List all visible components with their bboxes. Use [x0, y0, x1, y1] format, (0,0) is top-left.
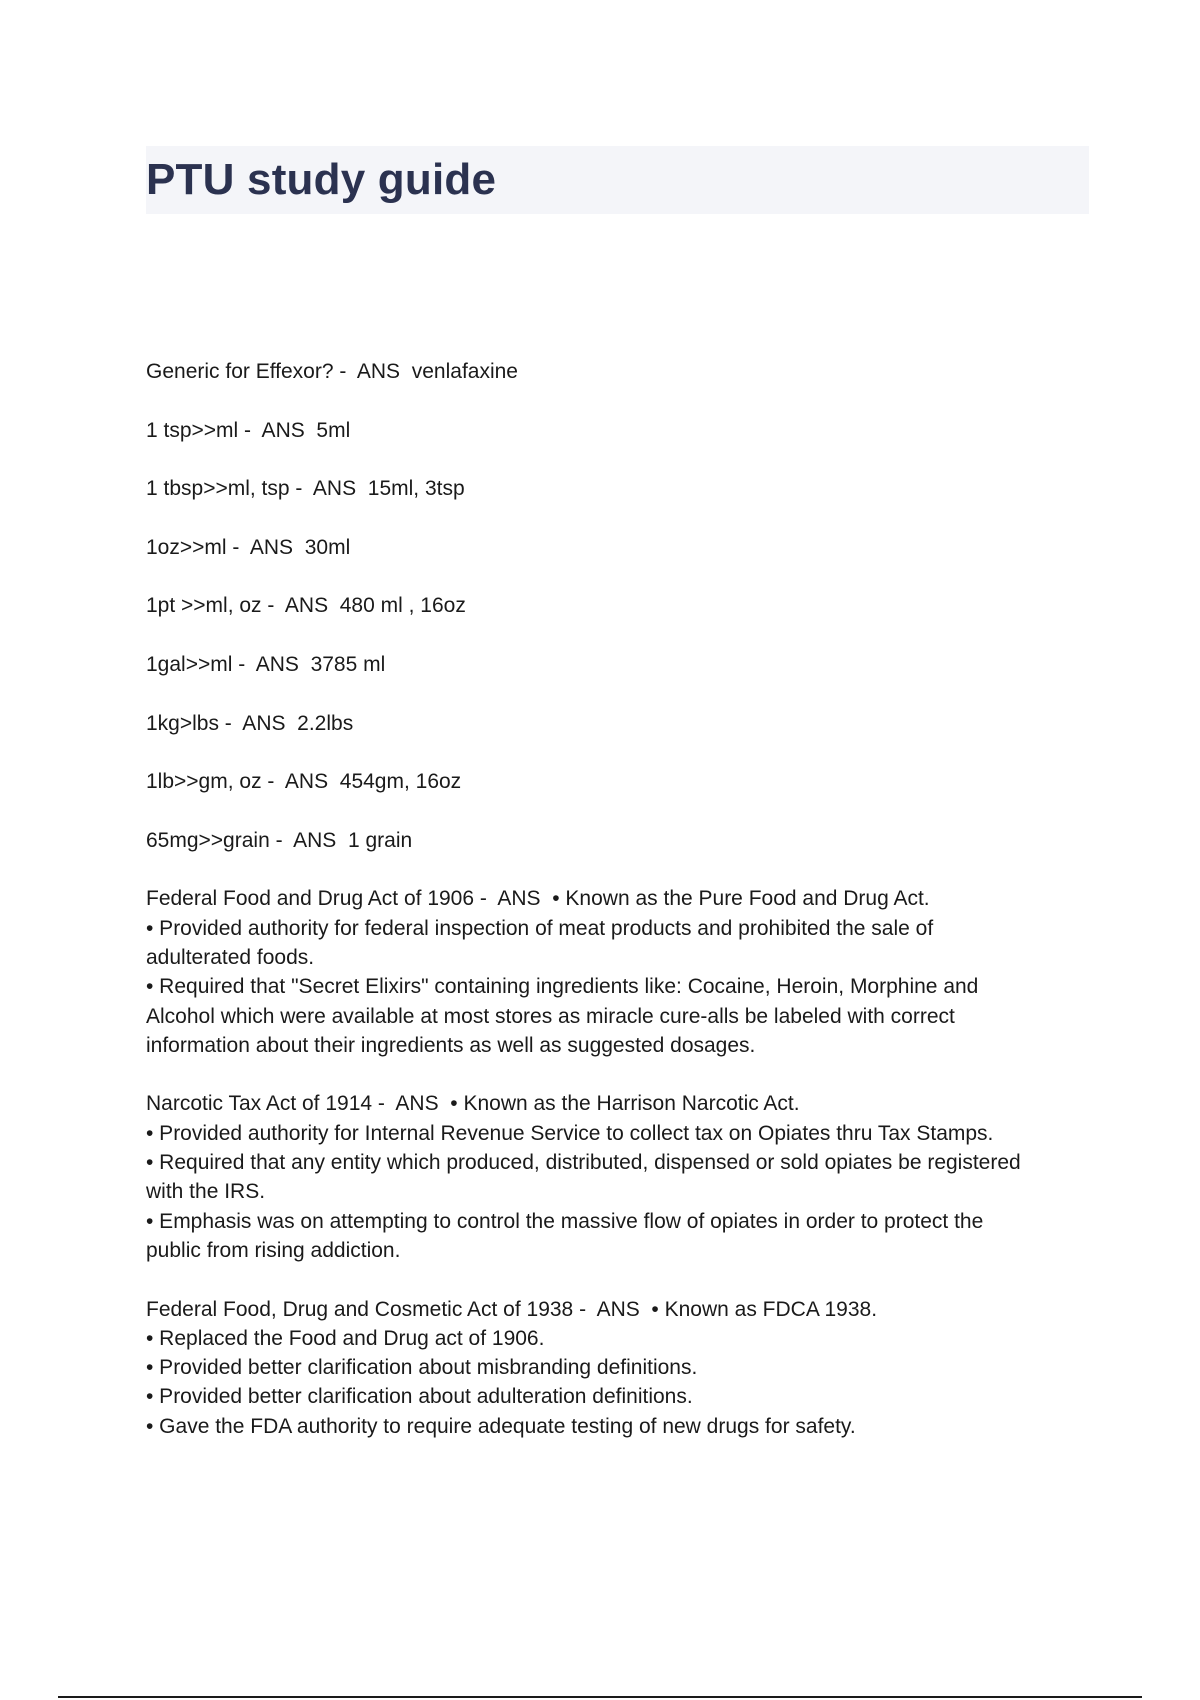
qa-first-line — [146, 357, 1096, 386]
answer-separator: - ANS — [238, 418, 317, 442]
qa-item — [146, 650, 1096, 679]
answer-separator: - ANS — [573, 1297, 652, 1321]
question-text: 1lb>>gm, oz — [146, 770, 262, 794]
answer-text: 15ml, 3tsp — [367, 477, 465, 501]
answer-line: • Gave the FDA authority to require adequate testing of new drugs for safety. — [146, 1414, 856, 1438]
answer-line: Alcohol which were available at most stores as miracle cure-alls be labeled with correct — [146, 1004, 955, 1028]
question-text: 1 tbsp>>ml, tsp — [146, 477, 290, 501]
answer-line: with the IRS. — [146, 1180, 266, 1204]
answer-text: • Known as the Pure Food and Drug Act. — [552, 887, 930, 911]
answer-line: • Replaced the Food and Drug act of 1906. — [146, 1326, 545, 1350]
qa-first-line — [146, 533, 1096, 562]
answer-separator: - ANS — [289, 477, 368, 501]
answer-text: 3785 ml — [310, 652, 386, 676]
answer-line: • Required that "Secret Elixirs" containing ingredients like: Cocaine, Heroin, Morphine and — [146, 975, 979, 999]
answer-line: • Provided authority for Internal Revenue Service to collect tax on Opiates thru Tax Stamps. — [146, 1121, 994, 1145]
answer-line: • Emphasis was on attempting to control the massive flow of opiates in order to protect the — [146, 1209, 984, 1233]
qa-item — [146, 533, 1096, 562]
answer-line: • Provided better clarification about adulteration definitions. — [146, 1385, 693, 1409]
answer-line: public from rising addiction. — [146, 1238, 401, 1262]
answer-separator: - ANS — [218, 711, 298, 735]
qa-item — [146, 474, 1096, 503]
answer-separator: - ANS — [269, 828, 348, 852]
answer-separator: - ANS — [474, 887, 553, 911]
answer-text: • Known as FDCA 1938. — [651, 1297, 878, 1321]
qa-first-line — [146, 591, 1096, 620]
page-title: PTU study guide — [146, 155, 497, 204]
qa-first-line — [146, 650, 1096, 679]
qa-item — [146, 416, 1096, 445]
question-text: 1pt >>ml, oz — [146, 594, 262, 618]
qa-item — [146, 591, 1096, 620]
question-text: 65mg>>grain — [146, 828, 270, 852]
question-text: Federal Food and Drug Act of 1906 — [146, 887, 475, 911]
answer-line: • Provided authority for federal inspection of meat products and prohibited the sale of — [146, 916, 934, 940]
question-text: 1gal>>ml — [146, 652, 233, 676]
answer-text: 454gm, 16oz — [339, 770, 462, 794]
qa-item — [146, 709, 1096, 738]
qa-first-line — [146, 884, 1096, 913]
qa-item — [146, 767, 1096, 796]
answer-separator: - ANS — [261, 594, 340, 618]
question-text: Narcotic Tax Act of 1914 — [146, 1092, 373, 1116]
answer-line: information about their ingredients as well as suggested dosages. — [146, 1033, 756, 1057]
qa-first-line — [146, 826, 1096, 855]
question-text: 1oz>>ml — [146, 535, 227, 559]
footer-divider — [58, 1696, 1142, 1698]
answer-separator: - ANS — [333, 360, 412, 383]
answer-text: 5ml — [316, 418, 351, 442]
question-text: Generic for Effexor? — [146, 360, 334, 383]
answer-text: 2.2lbs — [297, 711, 354, 735]
question-text: Federal Food, Drug and Cosmetic Act of 1938 — [146, 1297, 574, 1321]
answer-line: adulterated foods. — [146, 945, 315, 969]
qa-first-line — [146, 709, 1096, 738]
qa-first-line — [146, 416, 1096, 445]
qa-item — [146, 826, 1096, 855]
qa-first-line — [146, 1295, 1096, 1324]
answer-separator: - ANS — [372, 1092, 451, 1116]
answer-text: 1 grain — [347, 828, 413, 852]
answer-line: • Provided better clarification about misbranding definitions. — [146, 1356, 698, 1380]
answer-text: 30ml — [304, 535, 351, 559]
qa-item — [146, 357, 1096, 386]
qa-item — [146, 1089, 1096, 1265]
qa-list — [146, 357, 1096, 1470]
qa-first-line — [146, 1089, 1096, 1118]
answer-text: venlafaxine — [411, 360, 518, 383]
qa-first-line — [146, 474, 1096, 503]
answer-separator: - ANS — [261, 770, 340, 794]
answer-text: • Known as the Harrison Narcotic Act. — [450, 1092, 800, 1116]
answer-separator: - ANS — [232, 652, 311, 676]
qa-item — [146, 1295, 1096, 1441]
answer-separator: - ANS — [226, 535, 305, 559]
answer-line: • Required that any entity which produced, distributed, dispensed or sold opiates be registered — [146, 1151, 1021, 1175]
question-text: 1 tsp>>ml — [146, 418, 239, 442]
qa-item — [146, 884, 1096, 1060]
qa-first-line — [146, 767, 1096, 796]
question-text: 1kg>lbs — [146, 711, 219, 735]
answer-text: 480 ml , 16oz — [339, 594, 466, 618]
